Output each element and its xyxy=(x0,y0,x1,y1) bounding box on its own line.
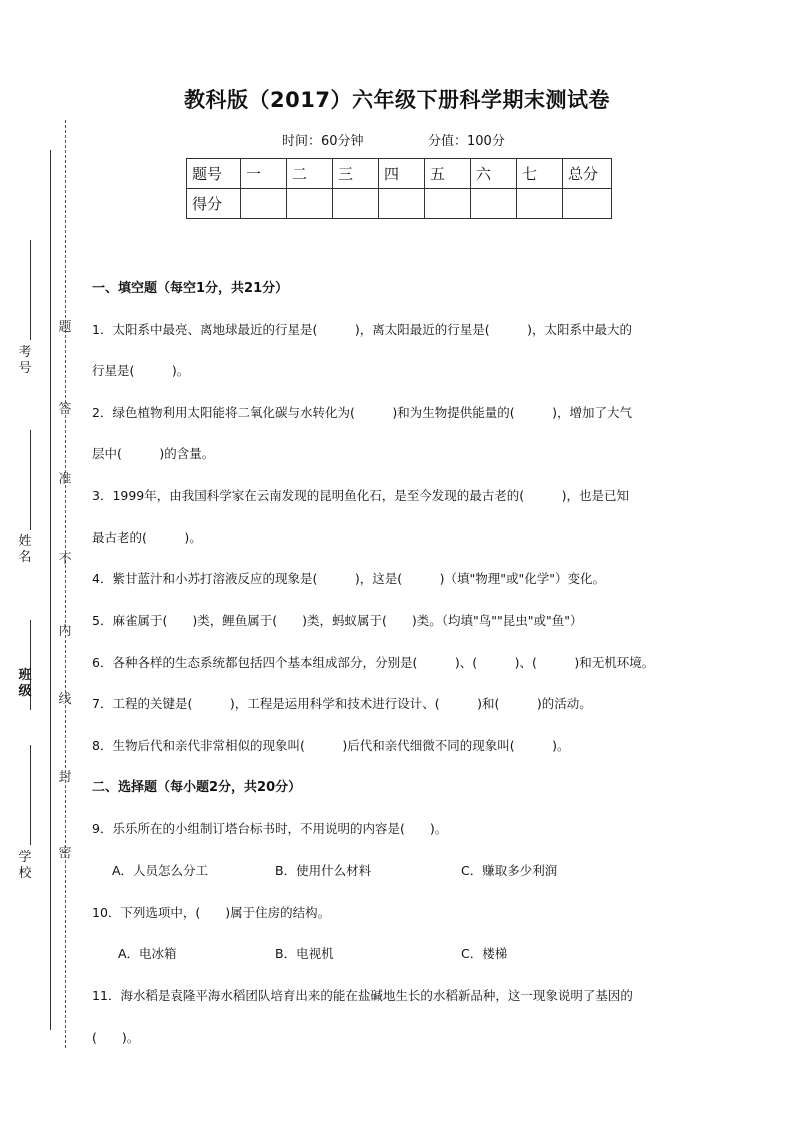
score-input-cell[interactable] xyxy=(425,189,471,219)
question-line: 行星是( )。 xyxy=(92,363,190,378)
question-line: 7．工程的关键是( )，工程是运用科学和技术进行设计、( )和( )的活动。 xyxy=(92,696,592,711)
exam-number-label: 考号 xyxy=(18,345,32,376)
question-line: 11．海水稻是袁隆平海水稻团队培育出来的能在盐碱地生长的水稻新品种，这一现象说明了基因的 xyxy=(92,988,633,1003)
school-label: 学校 xyxy=(18,850,32,881)
option-c[interactable]: C．楼梯 xyxy=(461,946,508,961)
seal-char: 线 xyxy=(58,692,72,707)
name-line xyxy=(30,430,31,530)
score-input-cell[interactable] xyxy=(517,189,563,219)
table-cell: 六 xyxy=(471,159,517,189)
question-line: 4．紫甘蓝汁和小苏打溶液反应的现象是( )，这是( )（填"物理"或"化学"）变化。 xyxy=(92,571,605,586)
table-cell: 总分 xyxy=(563,159,612,189)
option-b[interactable]: B．电视机 xyxy=(275,946,334,961)
binding-dashed-line xyxy=(65,120,66,1048)
option-c[interactable]: C．赚取多少利润 xyxy=(461,863,558,878)
option-b[interactable]: B．使用什么材料 xyxy=(275,863,372,878)
table-cell: 四 xyxy=(379,159,425,189)
table-cell: 一 xyxy=(241,159,287,189)
table-row xyxy=(187,189,612,219)
table-cell: 题号 xyxy=(187,159,241,189)
score-input-cell[interactable] xyxy=(563,189,612,219)
question-line: 10．下列选项中，( )属于住房的结构。 xyxy=(92,905,331,920)
seal-char: 密 xyxy=(58,846,72,861)
exam-number-line xyxy=(30,240,31,340)
exam-time: 时间：60分钟 xyxy=(282,134,364,149)
question-line: 8．生物后代和亲代非常相似的现象叫( )后代和亲代细微不同的现象叫( )。 xyxy=(92,738,570,753)
question-line: 1．太阳系中最亮、离地球最近的行星是( )，离太阳最近的行星是( )，太阳系中最大的 xyxy=(92,322,632,337)
seal-char: 内 xyxy=(58,624,72,639)
score-table xyxy=(186,158,612,219)
page-title: 教科版（2017）六年级下册科学期末测试卷 xyxy=(184,88,610,112)
question-line: 6．各种各样的生态系统都包括四个基本组成部分，分别是( )、( )、( )和无机环境。 xyxy=(92,655,655,670)
school-line xyxy=(30,745,31,845)
score-input-cell[interactable] xyxy=(471,189,517,219)
option-a[interactable]: A．人员怎么分工 xyxy=(112,863,209,878)
option-a[interactable]: A．电冰箱 xyxy=(118,946,177,961)
question-line: 3．1999年，由我国科学家在云南发现的昆明鱼化石，是至今发现的最古老的( )，也是已知 xyxy=(92,488,630,503)
seal-char: 答 xyxy=(58,402,72,417)
score-input-cell[interactable] xyxy=(379,189,425,219)
table-cell: 二 xyxy=(287,159,333,189)
seal-char: 题 xyxy=(58,320,72,335)
table-cell: 七 xyxy=(517,159,563,189)
seal-char: 封 xyxy=(58,770,72,785)
section-heading: 二、选择题（每小题2分，共20分） xyxy=(92,780,302,795)
score-input-cell[interactable] xyxy=(287,189,333,219)
table-cell: 五 xyxy=(425,159,471,189)
table-cell: 三 xyxy=(333,159,379,189)
seal-char: 准 xyxy=(58,472,72,487)
question-line: 最古老的( )。 xyxy=(92,530,202,545)
seal-char: 不 xyxy=(58,552,72,567)
question-line: 2．绿色植物利用太阳能将二氧化碳与水转化为( )和为生物提供能量的( )，增加了大气 xyxy=(92,405,632,420)
question-line: ( )。 xyxy=(92,1030,140,1045)
section-heading: 一、填空题（每空1分，共21分） xyxy=(92,281,289,296)
question-line: 层中( )的含量。 xyxy=(92,446,215,461)
class-label: 班级 xyxy=(18,668,32,699)
table-row xyxy=(187,159,612,189)
question-line: 5．麻雀属于( )类，鲤鱼属于( )类，蚂蚁属于( )类。（均填"鸟""昆虫"或"鱼"） xyxy=(92,613,583,628)
exam-score: 分值：100分 xyxy=(428,134,505,149)
table-cell: 得分 xyxy=(187,189,241,219)
score-input-cell[interactable] xyxy=(333,189,379,219)
question-line: 9．乐乐所在的小组制订塔台标书时，不用说明的内容是( )。 xyxy=(92,821,448,836)
name-label: 姓名 xyxy=(18,534,32,565)
binding-solid-line xyxy=(50,150,51,1030)
score-input-cell[interactable] xyxy=(241,189,287,219)
